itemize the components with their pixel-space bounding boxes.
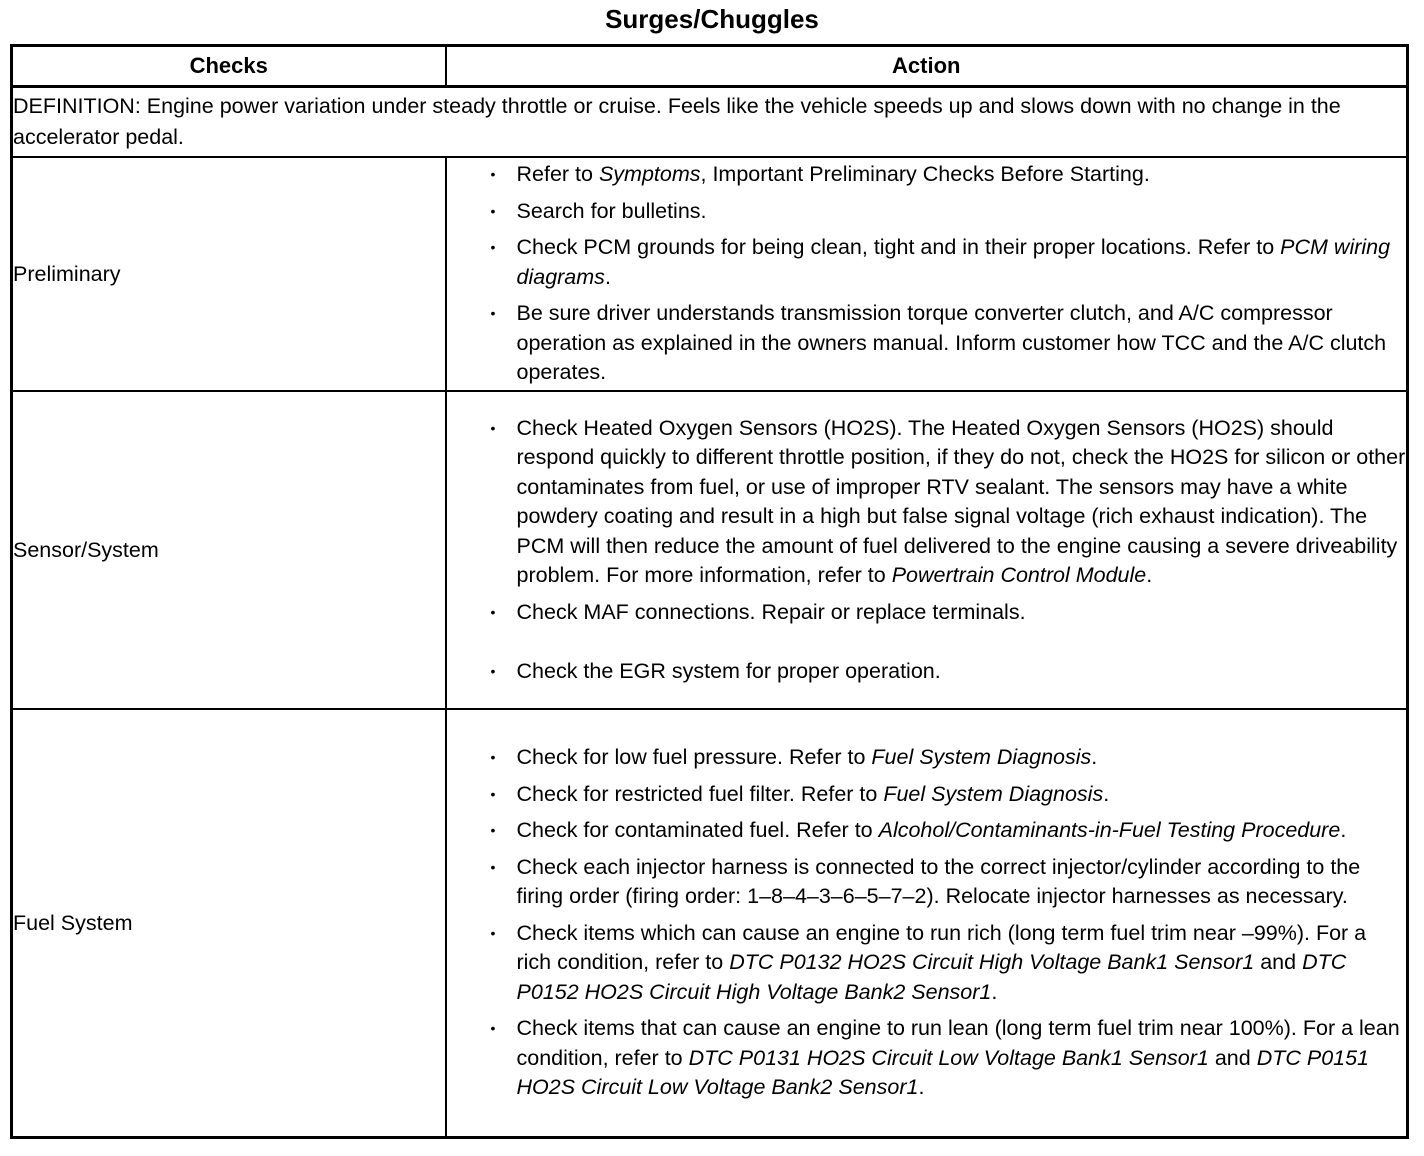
action-item: • Check for low fuel pressure. Refer to Fuel System Diagnosis. <box>447 743 1407 773</box>
definition-row <box>12 87 1408 158</box>
diagnosis-table <box>10 44 1409 1139</box>
reference-text: Fuel System Diagnosis <box>871 745 1092 770</box>
bullet-icon: • <box>490 419 496 436</box>
action-item: • Check items that can cause an engine to run lean (long term fuel trim near 100%). For a lean condition, refer to DTC P0131 HO2S Circuit Low Voltage Bank1 Sensor1 and DTC P0151 HO2S Circuit Low Voltage Bank2 Sensor1. <box>490 1016 1400 1100</box>
action-item: • Check each injector harness is connected to the correct injector/cylinder according to the firing order (firing order: 1–8–4–3–6–5–7–2). Relocate injector harnesses as necessary. <box>490 854 1361 909</box>
definition-text: DEFINITION: Engine power variation under steady throttle or cruise. Feels like the vehicle speeds up and slows down with no change in the accelerator pedal. <box>12 87 1408 158</box>
action-cell <box>446 391 1408 709</box>
bullet-icon: • <box>490 202 496 219</box>
action-item: • Check PCM grounds for being clean, tight and in their proper locations. Refer to PCM wiring diagrams. <box>490 235 1391 289</box>
action-cell <box>446 157 1408 391</box>
action-item: • Check for contaminated fuel. Refer to Alcohol/Contaminants-in-Fuel Testing Procedure. <box>447 816 1407 846</box>
bullet-icon: • <box>490 858 496 875</box>
check-label: Fuel System <box>12 709 446 1138</box>
page-title: Surges/Chuggles <box>605 4 819 34</box>
bullet-icon: • <box>490 305 496 322</box>
bullet-icon: • <box>490 239 496 256</box>
reference-text: Powertrain Control Module <box>891 563 1147 587</box>
check-label: Sensor/System <box>12 391 446 709</box>
table-row <box>12 391 1408 709</box>
bullet-icon: • <box>490 924 496 941</box>
reference-text: Alcohol/Contaminants-in-Fuel Testing Procedure <box>878 818 1341 843</box>
action-item: • Check the EGR system for proper operation. <box>447 657 1407 687</box>
action-item: • Be sure driver understands transmission torque converter clutch, and A/C compressor operation as explained in the owners manual. Inform customer how TCC and the A/C clutch operates. <box>490 301 1387 385</box>
action-item: • Search for bulletins. <box>447 197 1407 227</box>
reference-text: DTC P0131 HO2S Circuit Low Voltage Bank1 Sensor1 <box>688 1045 1209 1070</box>
reference-text: Symptoms <box>598 162 701 187</box>
action-header: Action <box>446 46 1408 87</box>
action-cell <box>446 709 1408 1138</box>
reference-text: DTC P0151 HO2S Circuit Low Voltage Bank2 Sensor1 <box>516 1045 1370 1100</box>
reference-text: DTC P0152 HO2S Circuit High Voltage Bank2 Sensor1 <box>516 950 1347 1004</box>
bullet-icon: • <box>490 785 496 802</box>
check-label: Preliminary <box>12 157 446 391</box>
action-item: • Check Heated Oxygen Sensors (HO2S). The Heated Oxygen Sensors (HO2S) should respond quickly to different throttle position, if they do not, check the HO2S for silicon or other contaminates from fuel, or use of improper RTV sealant. The sensors may have a white powdery coating and result in a high but false signal voltage (rich exhaust indication). The PCM will then reduce the amount of fuel delivered to the engine causing a severe driveability problem. For more information, refer to Powertrain Control Module. <box>490 415 1406 587</box>
table-row <box>12 709 1408 1138</box>
reference-text: Fuel System Diagnosis <box>883 781 1104 806</box>
action-item: • Refer to Symptoms, Important Preliminary Checks Before Starting. <box>447 160 1407 190</box>
table-row <box>12 157 1408 391</box>
bullet-icon: • <box>490 663 496 679</box>
action-item: • Check items which can cause an engine to run rich (long term fuel trim near –99%). For a rich condition, refer to DTC P0132 HO2S Circuit High Voltage Bank1 Sensor1 and DTC P0152 HO2S Circuit High Voltage Bank2 Sensor1. <box>490 920 1367 1004</box>
bullet-icon: • <box>490 166 496 183</box>
action-item: • Check MAF connections. Repair or replace terminals. <box>447 598 1407 628</box>
header-row <box>12 46 1408 87</box>
bullet-icon: • <box>490 603 496 620</box>
bullet-icon: • <box>490 822 496 839</box>
action-item: • Check for restricted fuel filter. Refer to Fuel System Diagnosis. <box>447 780 1407 810</box>
reference-text: DTC P0132 HO2S Circuit High Voltage Bank1 Sensor1 <box>729 950 1255 975</box>
bullet-icon: • <box>490 1020 496 1037</box>
checks-header: Checks <box>12 46 446 87</box>
bullet-icon: • <box>490 749 496 766</box>
reference-text: PCM wiring diagrams <box>516 235 1391 289</box>
